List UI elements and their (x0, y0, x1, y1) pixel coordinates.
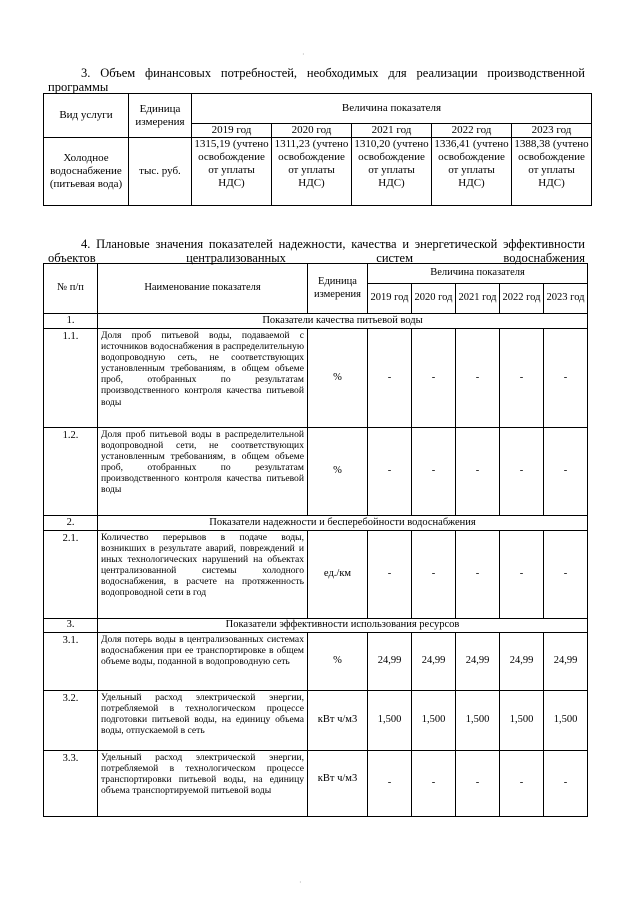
row-number: 3.3. (44, 751, 98, 817)
value-cell: 1336,41 (учтено освобождение от уплаты НДС) (432, 138, 512, 206)
indicator-name: Удельный расход электрической энергии, потребляемой в технологическом процессе подготовки питьевой воды, на единицу объема воды, отпускаемой в сеть (98, 691, 308, 751)
group-title: Показатели надежности и бесперебойности водоснабжения (98, 516, 588, 531)
indicator-value: - (412, 751, 456, 817)
indicator-value: - (456, 428, 500, 516)
indicator-value: - (368, 329, 412, 428)
indicator-name: Доля проб питьевой воды, подаваемой с источников водоснабжения в распределительную водопроводную сеть, не соответствующих установленным требованиям, в общем объеме проб, отобранных по результатам производственного контроля качества питьевой воды (98, 329, 308, 428)
year-header: 2020 год (412, 284, 456, 314)
year-header: 2023 год (512, 124, 592, 138)
indicator-value: - (500, 531, 544, 619)
value-cell: 1388,38 (учтено освобождение от уплаты НДС) (512, 138, 592, 206)
indicator-value: - (500, 428, 544, 516)
indicator-value: - (412, 531, 456, 619)
group-title: Показатели эффективности использования ресурсов (98, 619, 588, 633)
indicator-value: 24,99 (500, 633, 544, 691)
indicator-name: Доля потерь воды в централизованных системах водоснабжения при ее транспортировке в общем объеме воды, поданной в водопроводную сеть (98, 633, 308, 691)
indicator-value: - (368, 751, 412, 817)
row-number: 3.1. (44, 633, 98, 691)
indicator-name: Количество перерывов в подаче воды, возникших в результате аварий, повреждений и иных технологических нарушений на объектах централизованной системы холодного водоснабжения, в расчете на протяженность водопроводной сети в год (98, 531, 308, 619)
value-cell: 1315,19 (учтено освобождение от уплаты НДС) (192, 138, 272, 206)
indicators-table (43, 263, 588, 817)
indicator-value: - (412, 329, 456, 428)
indicator-value: 1,500 (500, 691, 544, 751)
group-number: 2. (44, 516, 98, 531)
value-cell: 1310,20 (учтено освобождение от уплаты НДС) (352, 138, 432, 206)
indicator-name: Удельный расход электрической энергии, потребляемой в технологическом процессе транспортировки питьевой воды, на единицу объема транспортируемой питьевой воды (98, 751, 308, 817)
row-number: 1.2. (44, 428, 98, 516)
col-unit-header: Единица измерения (308, 264, 368, 314)
value-cell: 1311,23 (учтено освобождение от уплаты НДС) (272, 138, 352, 206)
year-header: 2023 год (544, 284, 588, 314)
col-service-header: Вид услуги (44, 94, 129, 138)
indicator-value: - (412, 428, 456, 516)
col-name-header: Наименование показателя (98, 264, 308, 314)
year-header: 2021 год (456, 284, 500, 314)
indicator-value: - (368, 531, 412, 619)
row-number: 1.1. (44, 329, 98, 428)
year-header: 2021 год (352, 124, 432, 138)
indicator-value: - (456, 329, 500, 428)
indicator-unit: кВт ч/м3 (308, 691, 368, 751)
unit-cell: тыс. руб. (129, 138, 192, 206)
year-header: 2020 год (272, 124, 352, 138)
indicator-value: - (456, 751, 500, 817)
indicator-value: 1,500 (368, 691, 412, 751)
year-header: 2022 год (500, 284, 544, 314)
indicator-unit: кВт ч/м3 (308, 751, 368, 817)
col-value-header: Величина показателя (368, 264, 588, 284)
indicator-unit: ед./км (308, 531, 368, 619)
indicator-value: - (544, 428, 588, 516)
col-num-header: № п/п (44, 264, 98, 314)
section-3-heading: 3. Объем финансовых потребностей, необходимых для реализации производственной программы (48, 66, 585, 94)
indicator-unit: % (308, 428, 368, 516)
indicator-name: Доля проб питьевой воды в распределительной водопроводной сети, не соответствующих установленным требованиям, в общем объеме проб, отобранных по результатам производственного контроля качества питьевой воды (98, 428, 308, 516)
service-cell: Холодное водоснабжение (питьевая вода) (44, 138, 129, 206)
row-number: 2.1. (44, 531, 98, 619)
indicator-value: - (500, 329, 544, 428)
group-title: Показатели качества питьевой воды (98, 314, 588, 329)
year-header: 2019 год (192, 124, 272, 138)
scan-speck: · (302, 50, 305, 59)
indicator-unit: % (308, 633, 368, 691)
row-number: 3.2. (44, 691, 98, 751)
indicator-value: 1,500 (456, 691, 500, 751)
indicator-value: - (544, 531, 588, 619)
col-value-header: Величина показателя (192, 94, 592, 124)
group-number: 3. (44, 619, 98, 633)
indicator-value: 24,99 (456, 633, 500, 691)
indicator-value: 24,99 (544, 633, 588, 691)
indicator-value: 24,99 (412, 633, 456, 691)
indicator-value: - (544, 329, 588, 428)
indicator-value: - (500, 751, 544, 817)
indicator-value: 24,99 (368, 633, 412, 691)
year-header: 2022 год (432, 124, 512, 138)
indicator-value: - (544, 751, 588, 817)
group-number: 1. (44, 314, 98, 329)
section-4-heading: 4. Плановые значения показателей надежности, качества и энергетической эффективности объектов централизованных систем водоснабжения (48, 237, 585, 265)
indicator-value: 1,500 (544, 691, 588, 751)
financial-needs-table (43, 93, 592, 206)
indicator-value: - (456, 531, 500, 619)
scan-speck: · (299, 878, 302, 887)
col-unit-header: Единица измерения (129, 94, 192, 138)
year-header: 2019 год (368, 284, 412, 314)
indicator-value: 1,500 (412, 691, 456, 751)
indicator-value: - (368, 428, 412, 516)
indicator-unit: % (308, 329, 368, 428)
